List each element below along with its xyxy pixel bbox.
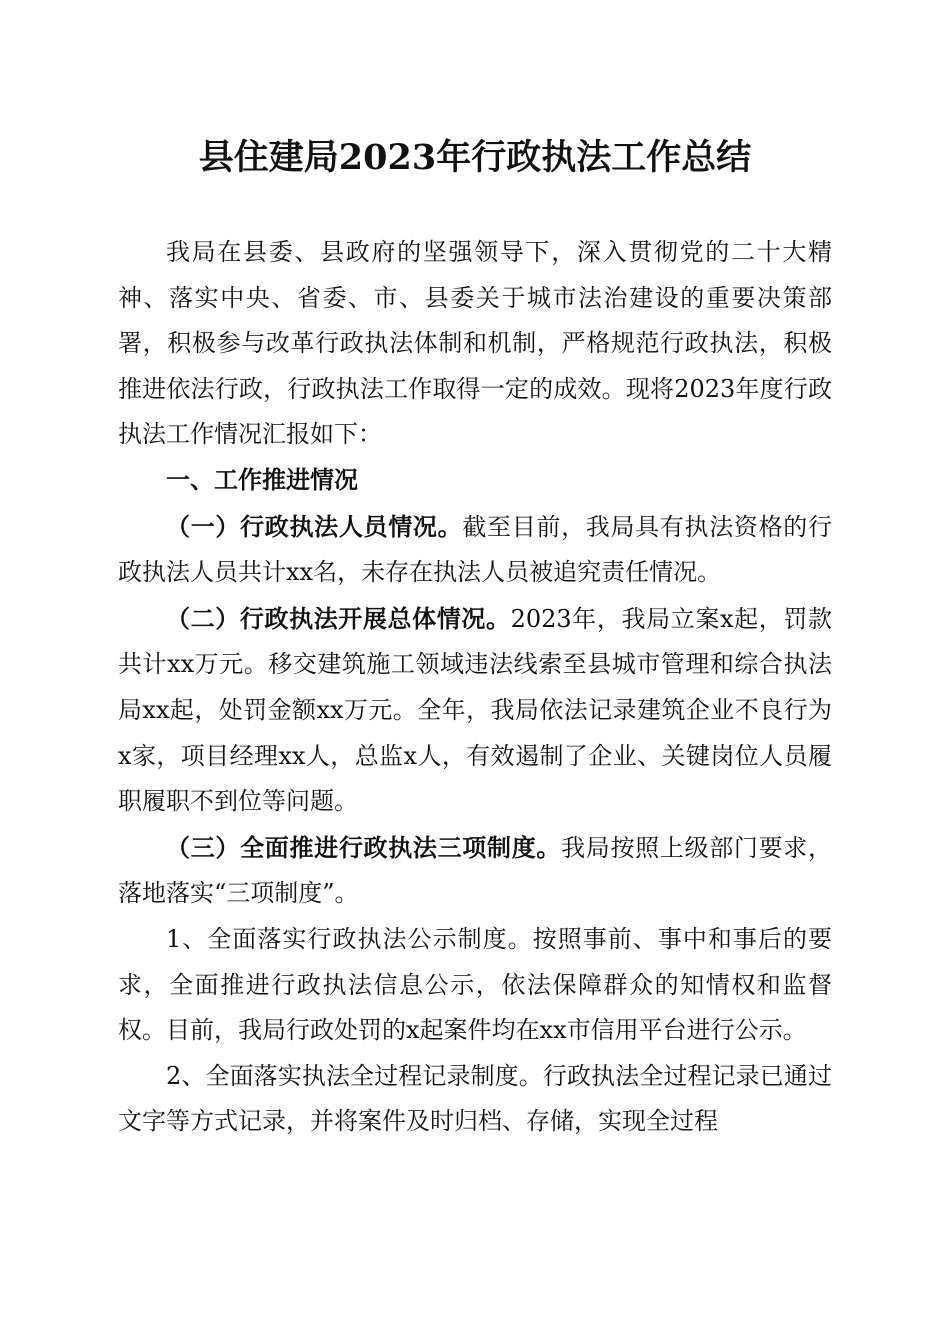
paragraph-recording-text: 2、全面落实执法全过程记录制度。行政执法全过程记录已通过文字等方式记录，并将案件及时归档、存储，实现全过程 — [118, 1061, 832, 1136]
document-body — [118, 230, 832, 1145]
paragraph-three-systems — [118, 825, 832, 917]
paragraph-publicity — [118, 917, 832, 1054]
paragraph-three-systems-text: 我局按照上级部门要求，落地落实“三项制度”。 — [118, 833, 833, 908]
document-title: 县住建局2023年行政执法工作总结 — [198, 137, 752, 178]
intro-text: 我局在县委、县政府的坚强领导下，深入贯彻党的二十大精神、落实中央、省委、市、县委关于城市法治建设的重要决策部署，积极参与改革行政执法体制和机制，严格规范行政执法，积极推进依法行政，行政执法工作取得一定的成效。现将2023年度行政执法工作情况汇报如下： — [118, 238, 832, 449]
paragraph-publicity-text: 1、全面落实行政执法公示制度。按照事前、事中和事后的要求，全面推进行政执法信息公示，依法保障群众的知情权和监督权。目前，我局行政处罚的x起案件均在xx市信用平台进行公示。 — [118, 924, 832, 1045]
section-heading-text: 一、工作推进情况 — [166, 465, 358, 494]
paragraph-overall — [118, 596, 832, 825]
paragraph-overall-text: 2023年，我局立案x起，罚款共计xx万元。移交建筑施工领域违法线索至县城市管理和综合执法局xx起，处罚金额xx万元。全年，我局依法记录建筑企业不良行为x家，项目经理xx人，总监x人，有效遏制了企业、关键岗位人员履职履职不到位等问题。 — [118, 604, 832, 816]
paragraph-personnel-lead: （一）行政执法人员情况。 — [166, 511, 463, 541]
section-heading — [118, 458, 832, 504]
paragraph-personnel — [118, 504, 832, 596]
paragraph-three-systems-lead: （三）全面推进行政执法三项制度。 — [166, 832, 562, 862]
paragraph-overall-lead: （二）行政执法开展总体情况。 — [166, 603, 511, 633]
paragraph-recording — [118, 1054, 832, 1145]
intro-paragraph — [118, 230, 832, 458]
paragraph-personnel-text: 截至目前，我局具有执法资格的行政执法人员共计xx名，未存在执法人员被追究责任情况。 — [118, 512, 833, 587]
